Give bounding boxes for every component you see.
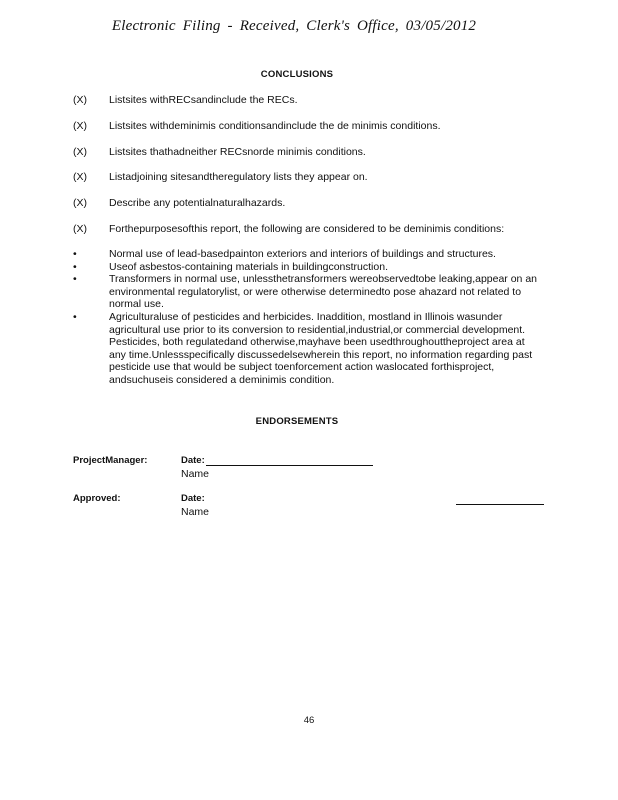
filing-header: Electronic Filing - Received, Clerk's Office, 03/05/2012 <box>111 18 477 34</box>
project-manager-date-label: Date: <box>181 455 205 466</box>
conclusion-text: Forthepurposesofthis report, the following are considered to be deminimis conditions: <box>109 223 505 235</box>
check-mark: (X) <box>73 171 87 183</box>
check-mark: (X) <box>73 223 87 235</box>
bullet-item <box>0 248 618 261</box>
conclusion-text: Listsites thathadneither RECsnorde minimis conditions. <box>109 146 366 158</box>
bullet-item <box>0 273 618 311</box>
bullet-icon: • <box>73 248 77 260</box>
conclusion-text: Listsites withRECsandinclude the RECs. <box>109 94 298 106</box>
bullet-icon: • <box>73 310 77 323</box>
project-manager-signature-line <box>206 465 373 466</box>
bullet-text: Useof asbestos-containing materials in buildingconstruction. <box>109 260 388 273</box>
project-manager-name-label: Name <box>181 468 210 480</box>
approved-signature-line <box>456 504 544 505</box>
approved-name-label: Name <box>181 506 210 518</box>
conclusion-text: Describe any potentialnaturalhazards. <box>109 197 286 209</box>
bullet-text: Transformers in normal use, unlessthetransformers wereobservedtobe leaking,appear on an environmental regulatorylist, or were otherwise determinedto pose ahazard not related to normal use. <box>109 273 537 311</box>
check-mark: (X) <box>73 120 87 132</box>
endorsements-heading: ENDORSEMENTS <box>255 416 339 427</box>
conclusion-text: Listadjoining sitesandtheregulatory lists they appear on. <box>109 171 368 183</box>
bullet-icon: • <box>73 260 77 273</box>
bullet-icon: • <box>73 273 77 286</box>
bullet-text: Agriculturaluse of pesticides and herbicides. Inaddition, mostland in Illinois wasunder agricultural use prior to its conversion to residential,industrial,or commercial development. Pesticides, both regulatedand otherwise,mayhave been usedthroughouttheproject area at any time.Unlessspecifically discussedelsewherein this report, no information regarding past pesticide use that would be subject toenforcement action waslocated forthisproject, andsuchuseis considered a deminimis condition. <box>109 310 533 386</box>
approved-date-label: Date: <box>181 493 205 504</box>
project-manager-label: ProjectManager: <box>73 455 148 466</box>
bullet-text: Normal use of lead-basedpainton exteriors and interiors of buildings and structures. <box>109 248 496 260</box>
deminimis-bullet-list <box>0 248 618 387</box>
approved-label: Approved: <box>73 493 121 504</box>
check-mark: (X) <box>73 146 87 158</box>
check-mark: (X) <box>73 197 87 209</box>
page-number: 46 <box>303 715 315 726</box>
conclusion-text: Listsites withdeminimis conditionsandinclude the de minimis conditions. <box>109 120 441 132</box>
bullet-item <box>0 261 618 274</box>
conclusions-heading: CONCLUSIONS <box>260 69 334 80</box>
bullet-item <box>0 311 618 387</box>
check-mark: (X) <box>73 94 87 106</box>
